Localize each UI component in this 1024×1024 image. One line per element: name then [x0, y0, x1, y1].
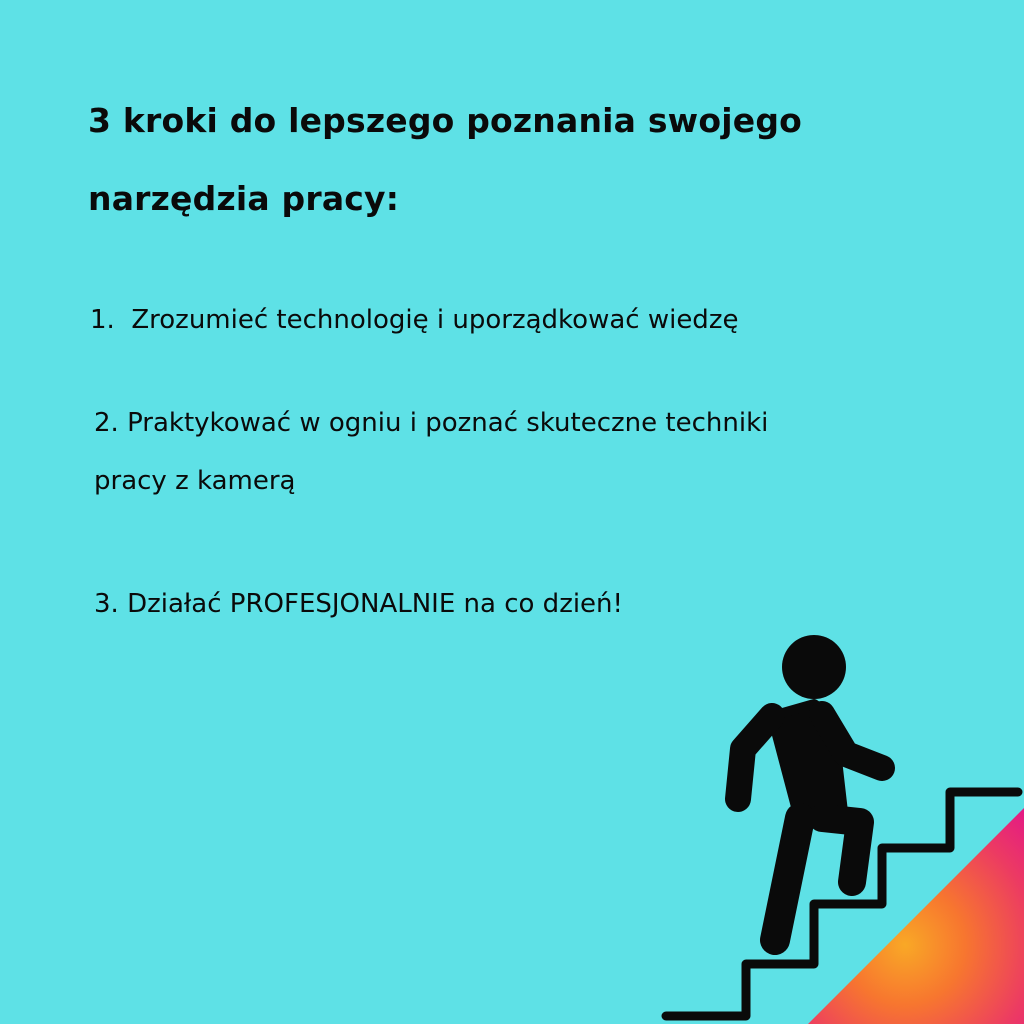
- person-head: [782, 635, 846, 699]
- person-figure: [738, 635, 882, 940]
- person-back-leg: [775, 818, 800, 940]
- step-1-text: Zrozumieć technologię i uporządkować wiedzę: [131, 305, 739, 335]
- person-back-arm: [738, 716, 772, 799]
- step-2-text-line-2: pracy z kamerą: [94, 466, 296, 496]
- title-line-2: narzędzia pracy:: [88, 179, 400, 218]
- step-3-number: 3.: [94, 589, 119, 619]
- step-3-text: Działać PROFESJONALNIE na co dzień!: [127, 589, 623, 619]
- step-1-number: 1.: [90, 305, 115, 335]
- title-line-1: 3 kroki do lepszego poznania swojego: [88, 101, 803, 140]
- step-2-number: 2.: [94, 408, 119, 438]
- step-2-text-line-1: Praktykować w ogniu i poznać skuteczne techniki: [127, 408, 769, 438]
- person-front-leg: [822, 818, 860, 882]
